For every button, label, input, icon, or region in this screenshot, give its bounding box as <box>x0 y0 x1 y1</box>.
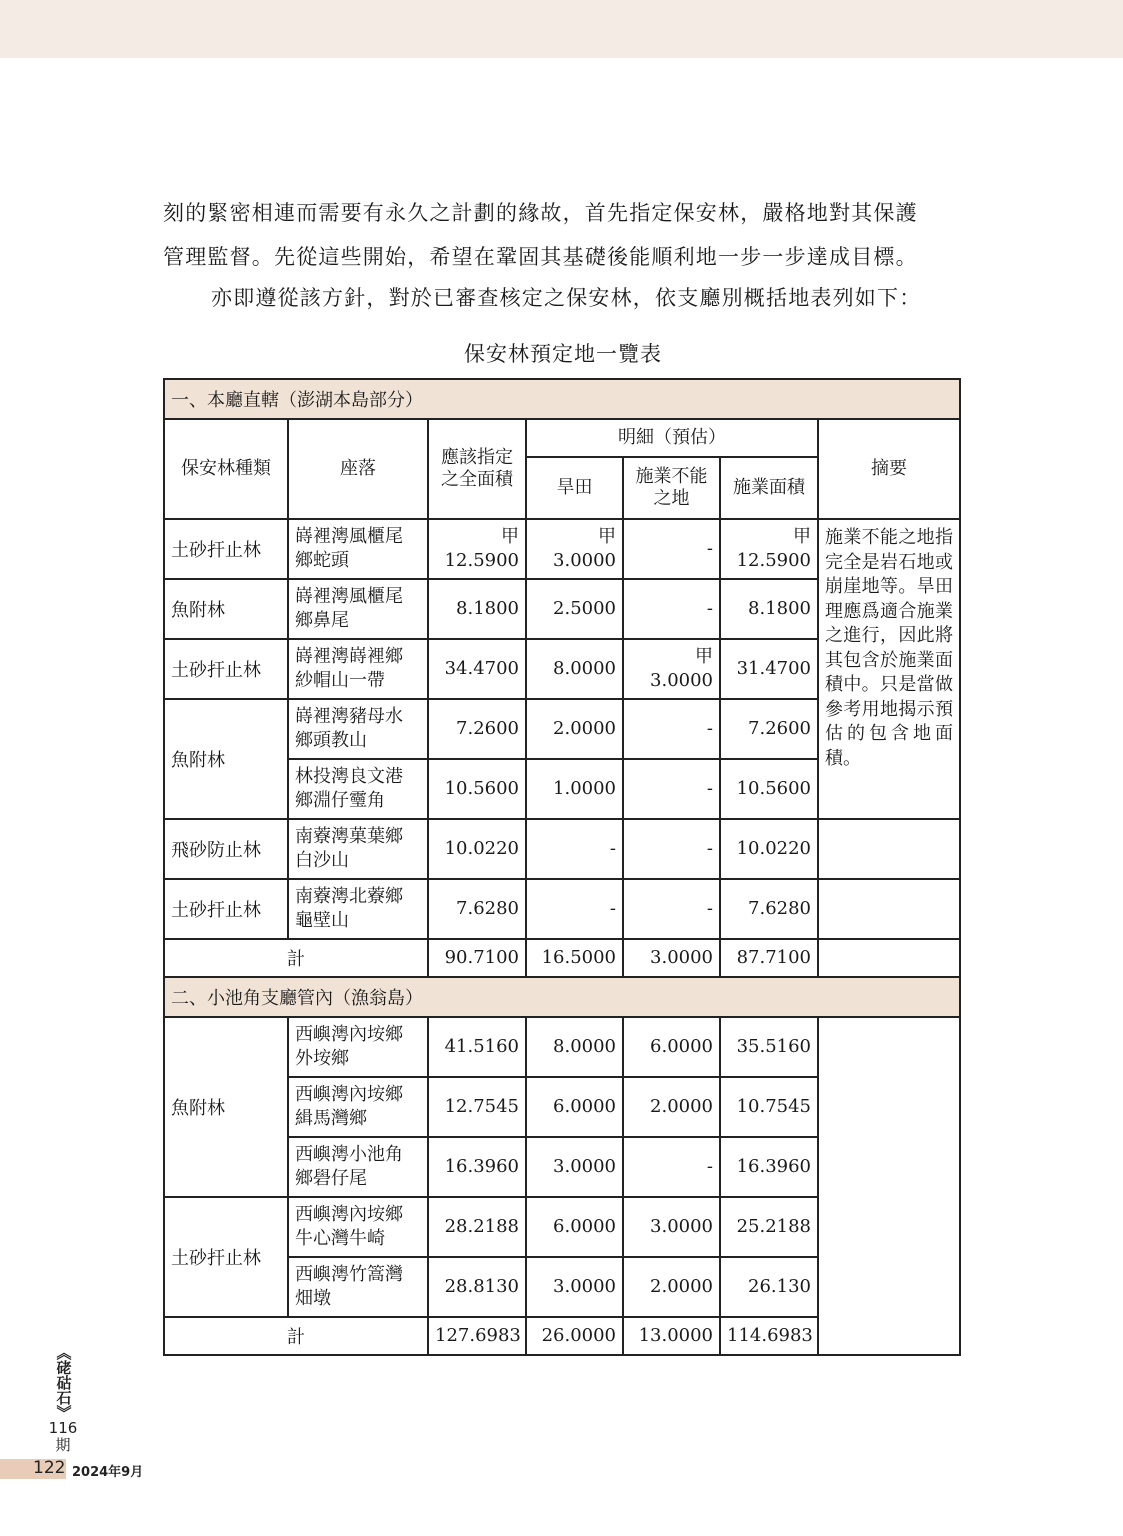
dry-field: 8.0000 <box>526 1017 623 1077</box>
forest-reserve-table <box>163 378 961 1356</box>
total-area: 34.4700 <box>428 639 526 699</box>
dry-field: 8.0000 <box>526 639 623 699</box>
total-label: 計 <box>164 1317 428 1355</box>
total-area-sum: 127.6983 <box>428 1317 526 1355</box>
dry-field: - <box>526 819 623 879</box>
dry-field: 6.0000 <box>526 1197 623 1257</box>
unworkable: - <box>623 819 720 879</box>
paragraph-line-3: 亦即遵從該方針，對於已審查核定之保安林，依支廳別概括地表列如下： <box>211 286 922 310</box>
work-area: 35.5160 <box>720 1017 818 1077</box>
forest-type: 土砂扞止林 <box>164 879 288 939</box>
forest-type: 魚附林 <box>164 1017 288 1197</box>
location: 嵵裡澚風櫃尾 鄉鼻尾 <box>288 579 428 639</box>
unworkable: 6.0000 <box>623 1017 720 1077</box>
top-color-band <box>0 0 1123 58</box>
unworkable-sum: 13.0000 <box>623 1317 720 1355</box>
total-area: 41.5160 <box>428 1017 526 1077</box>
total-area: 10.0220 <box>428 819 526 879</box>
unworkable: 2.0000 <box>623 1077 720 1137</box>
section-1-title: 一、本廳直轄（澎湖本島部分） <box>164 379 960 419</box>
dry-field: 1.0000 <box>526 759 623 819</box>
unworkable: - <box>623 879 720 939</box>
work-area-sum: 114.6983 <box>720 1317 818 1355</box>
work-area: 26.130 <box>720 1257 818 1317</box>
unworkable: - <box>623 579 720 639</box>
location: 西嶼澚內垵鄉 緝馬灣鄉 <box>288 1077 428 1137</box>
header-location: 座落 <box>288 419 428 519</box>
page-number: 122 <box>33 1458 66 1478</box>
location: 嵵裡澚嵵裡鄉 紗帽山一帶 <box>288 639 428 699</box>
unworkable: - <box>623 699 720 759</box>
forest-type: 飛砂防止林 <box>164 819 288 879</box>
paragraph-line-1: 刻的緊密相連而需要有永久之計劃的緣故，首先指定保安林，嚴格地對其保護 <box>163 201 918 225</box>
table-row <box>164 819 960 879</box>
total-area: 16.3960 <box>428 1137 526 1197</box>
table-caption: 保安林預定地一覽表 <box>464 342 662 366</box>
total-area: 28.2188 <box>428 1197 526 1257</box>
location: 西嶼澚內垵鄉 牛心灣牛崎 <box>288 1197 428 1257</box>
section-2-header-row <box>164 977 960 1017</box>
table-row <box>164 1017 960 1077</box>
summary-empty <box>818 939 960 977</box>
forest-type: 土砂扞止林 <box>164 1197 288 1317</box>
unworkable-sum: 3.0000 <box>623 939 720 977</box>
unworkable: 甲 3.0000 <box>623 639 720 699</box>
work-area: 7.2600 <box>720 699 818 759</box>
work-area: 10.0220 <box>720 819 818 879</box>
forest-type: 土砂扞止林 <box>164 519 288 579</box>
dry-field: 6.0000 <box>526 1077 623 1137</box>
total-area: 甲 12.5900 <box>428 519 526 579</box>
unworkable: - <box>623 519 720 579</box>
unworkable: 2.0000 <box>623 1257 720 1317</box>
location: 南藔澚菓葉鄉 白沙山 <box>288 819 428 879</box>
issue-date: 2024年9月 <box>72 1465 144 1480</box>
section-1-header-row <box>164 379 960 419</box>
journal-side-label <box>38 1345 88 1454</box>
header-type: 保安林種類 <box>164 419 288 519</box>
total-area-sum: 90.7100 <box>428 939 526 977</box>
table-row <box>164 519 960 579</box>
summary-note: 施業不能之地指完全是岩石地或崩崖地等。旱田理應爲適合施業之進行，因此將其包含於施業面積中。只是當做參考用地揭示預估的包含地面積。 <box>818 519 960 819</box>
unworkable: 3.0000 <box>623 1197 720 1257</box>
summary-empty <box>818 819 960 879</box>
location: 西嶼澚內垵鄉 外垵鄉 <box>288 1017 428 1077</box>
dry-field: - <box>526 879 623 939</box>
work-area: 7.6280 <box>720 879 818 939</box>
section-2-title: 二、小池角支廳管內（漁翁島） <box>164 977 960 1017</box>
location: 西嶼澚竹篙灣 畑墩 <box>288 1257 428 1317</box>
summary-empty <box>818 1017 960 1355</box>
dry-field: 甲 3.0000 <box>526 519 623 579</box>
dry-field: 3.0000 <box>526 1137 623 1197</box>
header-unworkable: 施業不能之地 <box>623 457 720 519</box>
section-1-total-row <box>164 939 960 977</box>
table-row <box>164 879 960 939</box>
work-area: 8.1800 <box>720 579 818 639</box>
unworkable: - <box>623 759 720 819</box>
forest-type: 魚附林 <box>164 699 288 819</box>
location: 西嶼澚小池角 鄉礐仔尾 <box>288 1137 428 1197</box>
header-dry-field: 旱田 <box>526 457 623 519</box>
dry-field: 2.0000 <box>526 699 623 759</box>
work-area: 甲 12.5900 <box>720 519 818 579</box>
journal-title: 《硓𥑮石》 <box>54 1345 73 1420</box>
total-area: 7.6280 <box>428 879 526 939</box>
location: 林投澚良文港 鄉淵仔𩆜角 <box>288 759 428 819</box>
total-area: 28.8130 <box>428 1257 526 1317</box>
issue-suffix: 期 <box>55 1436 71 1454</box>
total-area: 12.7545 <box>428 1077 526 1137</box>
location: 南藔澚北藔鄉 龜壁山 <box>288 879 428 939</box>
location: 嵵裡澚豬母水 鄉頭教山 <box>288 699 428 759</box>
summary-empty <box>818 879 960 939</box>
paragraph-line-2: 管理監督。先從這些開始，希望在鞏固其基礎後能順利地一步一步達成目標。 <box>163 245 918 269</box>
dry-field: 3.0000 <box>526 1257 623 1317</box>
issue-number: 116 <box>48 1419 78 1437</box>
work-area: 31.4700 <box>720 639 818 699</box>
total-area: 7.2600 <box>428 699 526 759</box>
work-area-sum: 87.7100 <box>720 939 818 977</box>
header-summary: 摘要 <box>818 419 960 519</box>
header-work-area: 施業面積 <box>720 457 818 519</box>
dry-field: 2.5000 <box>526 579 623 639</box>
dry-field-sum: 26.0000 <box>526 1317 623 1355</box>
header-total-area: 應該指定之全面積 <box>428 419 526 519</box>
dry-field-sum: 16.5000 <box>526 939 623 977</box>
total-area: 10.5600 <box>428 759 526 819</box>
work-area: 10.5600 <box>720 759 818 819</box>
forest-type: 魚附林 <box>164 579 288 639</box>
total-area: 8.1800 <box>428 579 526 639</box>
column-header-row-1 <box>164 419 960 457</box>
total-label: 計 <box>164 939 428 977</box>
location: 嵵裡澚風櫃尾 鄉蛇頭 <box>288 519 428 579</box>
work-area: 25.2188 <box>720 1197 818 1257</box>
work-area: 16.3960 <box>720 1137 818 1197</box>
forest-type: 土砂扞止林 <box>164 639 288 699</box>
work-area: 10.7545 <box>720 1077 818 1137</box>
header-detail: 明細（預估） <box>526 419 818 457</box>
unworkable: - <box>623 1137 720 1197</box>
